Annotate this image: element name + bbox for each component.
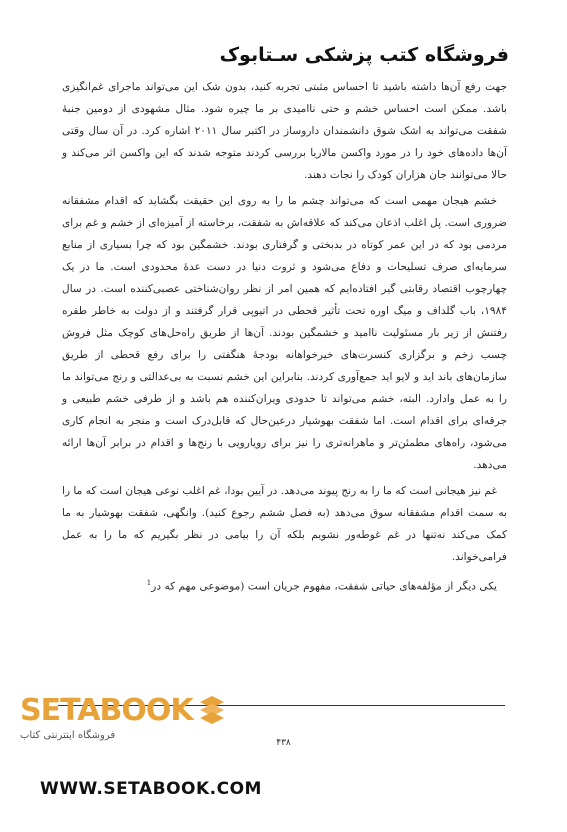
book-stack-icon: [198, 694, 226, 734]
paragraph: جهت رفع آن‌ها داشته باشید تا احساس مثبتی تجربه کنید، بدون شک این می‌تواند ماجرای غم‌انگیزی باشد. ممکن است احساس خشم و حتی ناامیدی بر ما چیره شود. مثال مشهودی از دومین جنبهٔ شفقت می‌تواند به اشک شوق دانشمندان داروساز در اکتبر سال ۲۰۱۱ اشاره کرد. در آن سال وقتی آن‌ها داده‌های خود را در مورد واکسن مالاریا بررسی کردند متوجه شدند که این واکسن اثر می‌کند و حالا می‌توانند جان هزاران کودک را نجات دهند.: [62, 81, 507, 181]
website-url[interactable]: WWW.SETABOOK.COM: [40, 779, 262, 799]
paragraph: غم نیز هیجانی است که ما را به رنج پیوند می‌دهد. در آیین بودا، غم اغلب نوعی هیجان است که ما را به سمت اقدام مشفقانه سوق می‌دهد (به فصل ششم رجوع کنید). وانگهی، شفقت بهوشیار به ما کمک می‌کند نه‌تنها در غم غوطه‌ور نشویم بلکه آن را بیامی در نظر بگیریم که ما را به عمل فرامی‌خواند.: [62, 485, 507, 563]
logo-wordmark: SETABOOK: [20, 693, 193, 728]
page-title: فروشگاه کتب پزشکی سـتابوک: [219, 44, 509, 66]
footnote-marker: 1: [146, 579, 152, 587]
paragraph-text: یکی دیگر از مؤلفه‌های حیاتی شفقت، مفهوم جریان است (موضوعی مهم که در: [151, 580, 497, 593]
paragraph: [62, 572, 507, 598]
body-text: [62, 76, 507, 602]
page-number: ۴۳۸: [276, 738, 291, 748]
logo-tagline: فروشگاه اینترنتی کتاب: [20, 730, 116, 741]
paragraph: خشم هیجان مهمی است که می‌تواند چشم ما را به روی این حقیقت بگشاید که اقدام مشفقانه ضروری است. پل اغلب اذعان می‌کند که علاقه‌اش به شفقت، برخاسته از آمیزه‌ای از خشم و غم برای مردمی بود که در این عمر کوتاه در بدبختی و گرفتاری بودند. خشمگین بود که چرا بسیاری از منابع سرمایه‌ای صرف تسلیحات و دفاع می‌شود و ثروت دنیا در دست عدهٔ محدودی است. ما در یک چهارچوب اقتصاد رقابتی گیر افتاده‌ایم که همین امر از نظر روان‌شناختی عصبی‌کننده است. در سال ۱۹۸۴، باب گلداف و میگ اوره تحت تأثیر قحطی در اتیوپی قرار گرفتند و از دولت به خاطر طفره رفتنش از زیر بار مسئولیت ناامید و خشمگین بودند. آن‌ها از طریق راه‌حل‌های کوچک مثل فروش چسب زخم و برگزاری کنسرت‌های خیرخواهانه بودجهٔ هنگفتی را برای رفع قحطی از طریق سازمان‌های باند اید و لایو اید جمع‌آوری کردند. بنابراین این خشم نسبت به بی‌عدالتی و رنج می‌تواند ما را به عمل وادارد. البته، خشم می‌تواند تا حدودی ویران‌کننده هم باشد و از طرفی خشم طبیعی و جرقه‌ای برای اقدام است. اما شفقت بهوشیار درعین‌حال که قابل‌درک است و منجر به انجام کاری می‌شود، راه‌های مطمئن‌تر و ماهرانه‌تری را نیز برای رویارویی با رنج‌ها و اقدام در برابر آن‌ها ارائه می‌دهد.: [62, 195, 507, 471]
